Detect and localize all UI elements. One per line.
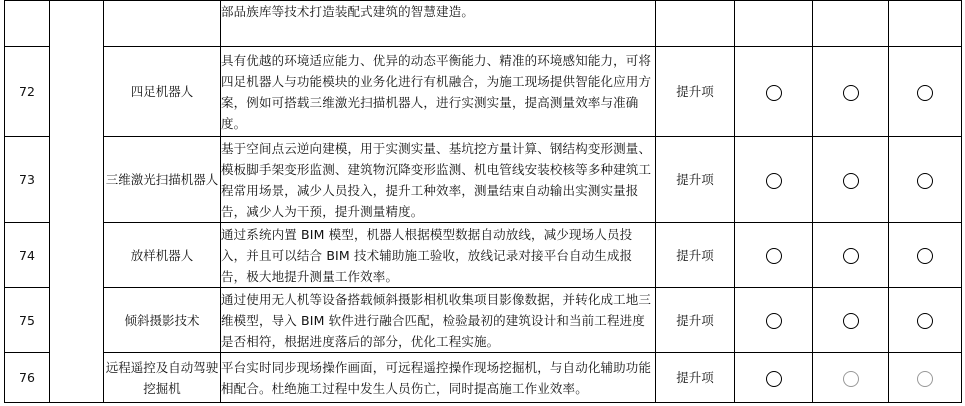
mark-cell xyxy=(735,137,813,223)
hollow-circle-icon xyxy=(766,313,782,329)
hollow-circle-icon xyxy=(917,85,933,101)
technology-description: 具有优越的环境适应能力、优异的动态平衡能力、精准的环境感知能力，可将四足机器人与功能模块的业务化进行有机融合，为施工现场提供智能化应用方案，例如可搭载三维激光扫描机器人，进行实测实量，提高测量效率与准确度。 xyxy=(221,47,656,137)
row-number: 72 xyxy=(5,47,50,137)
row-number: 75 xyxy=(5,288,50,353)
hollow-circle-icon xyxy=(766,248,782,264)
row-number: 74 xyxy=(5,223,50,288)
type-cell xyxy=(656,1,735,47)
technology-description: 平台实时同步现场操作画面，可远程遥控操作现场挖掘机，与自动化辅助功能相配合。杜绝施工过程中发生人员伤亡，同时提高施工作业效率。 xyxy=(221,353,656,403)
mark-cell xyxy=(735,47,813,137)
mark-cell xyxy=(889,47,962,137)
row-number: 73 xyxy=(5,137,50,223)
item-type: 提升项 xyxy=(656,47,735,137)
item-type: 提升项 xyxy=(656,353,735,403)
mark-cell xyxy=(813,223,889,288)
mark-cell xyxy=(735,353,813,403)
mark-cell xyxy=(889,1,962,47)
hollow-circle-icon xyxy=(766,371,782,387)
description-cell: 部品族库等技术打造装配式建筑的智慧建造。 xyxy=(221,1,656,47)
hollow-circle-icon xyxy=(843,85,859,101)
mark-cell xyxy=(735,223,813,288)
technology-table xyxy=(4,0,962,403)
table-row xyxy=(5,223,962,288)
item-type: 提升项 xyxy=(656,223,735,288)
table-row xyxy=(5,47,962,137)
technology-name: 远程遥控及自动驾驶挖掘机 xyxy=(104,353,221,403)
name-cell xyxy=(104,1,221,47)
technology-description: 通过使用无人机等设备搭载倾斜摄影相机收集项目影像数据，并转化成工地三维模型，导入 BIM 软件进行融合匹配，检验最初的建筑设计和当前工程进度是否相符，根据进度落后的部分，优化工程实施。 xyxy=(221,288,656,353)
table-row xyxy=(5,353,962,403)
technology-description: 通过系统内置 BIM 模型，机器人根据模型数据自动放线，减少现场人员投入，并且可以结合 BIM 技术辅助施工验收，放线记录对接平台自动生成报告，极大地提升测量工作效率。 xyxy=(221,223,656,288)
hollow-circle-icon xyxy=(917,371,933,387)
mark-cell xyxy=(813,137,889,223)
mark-cell xyxy=(813,353,889,403)
hollow-circle-icon xyxy=(917,173,933,189)
mark-cell xyxy=(735,1,813,47)
technology-name: 三维激光扫描机器人 xyxy=(104,137,221,223)
mark-cell xyxy=(889,353,962,403)
hollow-circle-icon xyxy=(917,313,933,329)
mark-cell xyxy=(813,1,889,47)
mark-cell xyxy=(813,47,889,137)
technology-name: 放样机器人 xyxy=(104,223,221,288)
technology-name: 四足机器人 xyxy=(104,47,221,137)
mark-cell xyxy=(889,223,962,288)
table-row-continuation xyxy=(5,1,962,47)
item-type: 提升项 xyxy=(656,288,735,353)
row-number: 76 xyxy=(5,353,50,403)
number-cell xyxy=(5,1,50,47)
technology-name: 倾斜摄影技术 xyxy=(104,288,221,353)
hollow-circle-icon xyxy=(843,371,859,387)
mark-cell xyxy=(889,137,962,223)
hollow-circle-icon xyxy=(843,173,859,189)
mark-cell xyxy=(813,288,889,353)
item-type: 提升项 xyxy=(656,137,735,223)
hollow-circle-icon xyxy=(766,85,782,101)
hollow-circle-icon xyxy=(766,173,782,189)
hollow-circle-icon xyxy=(917,248,933,264)
mark-cell xyxy=(889,288,962,353)
technology-description: 基于空间点云逆向建模，用于实测实量、基坑挖方量计算、钢结构变形测量、模板脚手架变形监测、建筑物沉降变形监测、机电管线安装校核等多种建筑工程常用场景，减少人员投入，提升工种效率，测量结束自动输出实测实量报告，减少人为干预，提升测量精度。 xyxy=(221,137,656,223)
table-row xyxy=(5,137,962,223)
hollow-circle-icon xyxy=(843,248,859,264)
table-row xyxy=(5,288,962,353)
mark-cell xyxy=(735,288,813,353)
hollow-circle-icon xyxy=(843,313,859,329)
category-cell xyxy=(50,1,104,403)
